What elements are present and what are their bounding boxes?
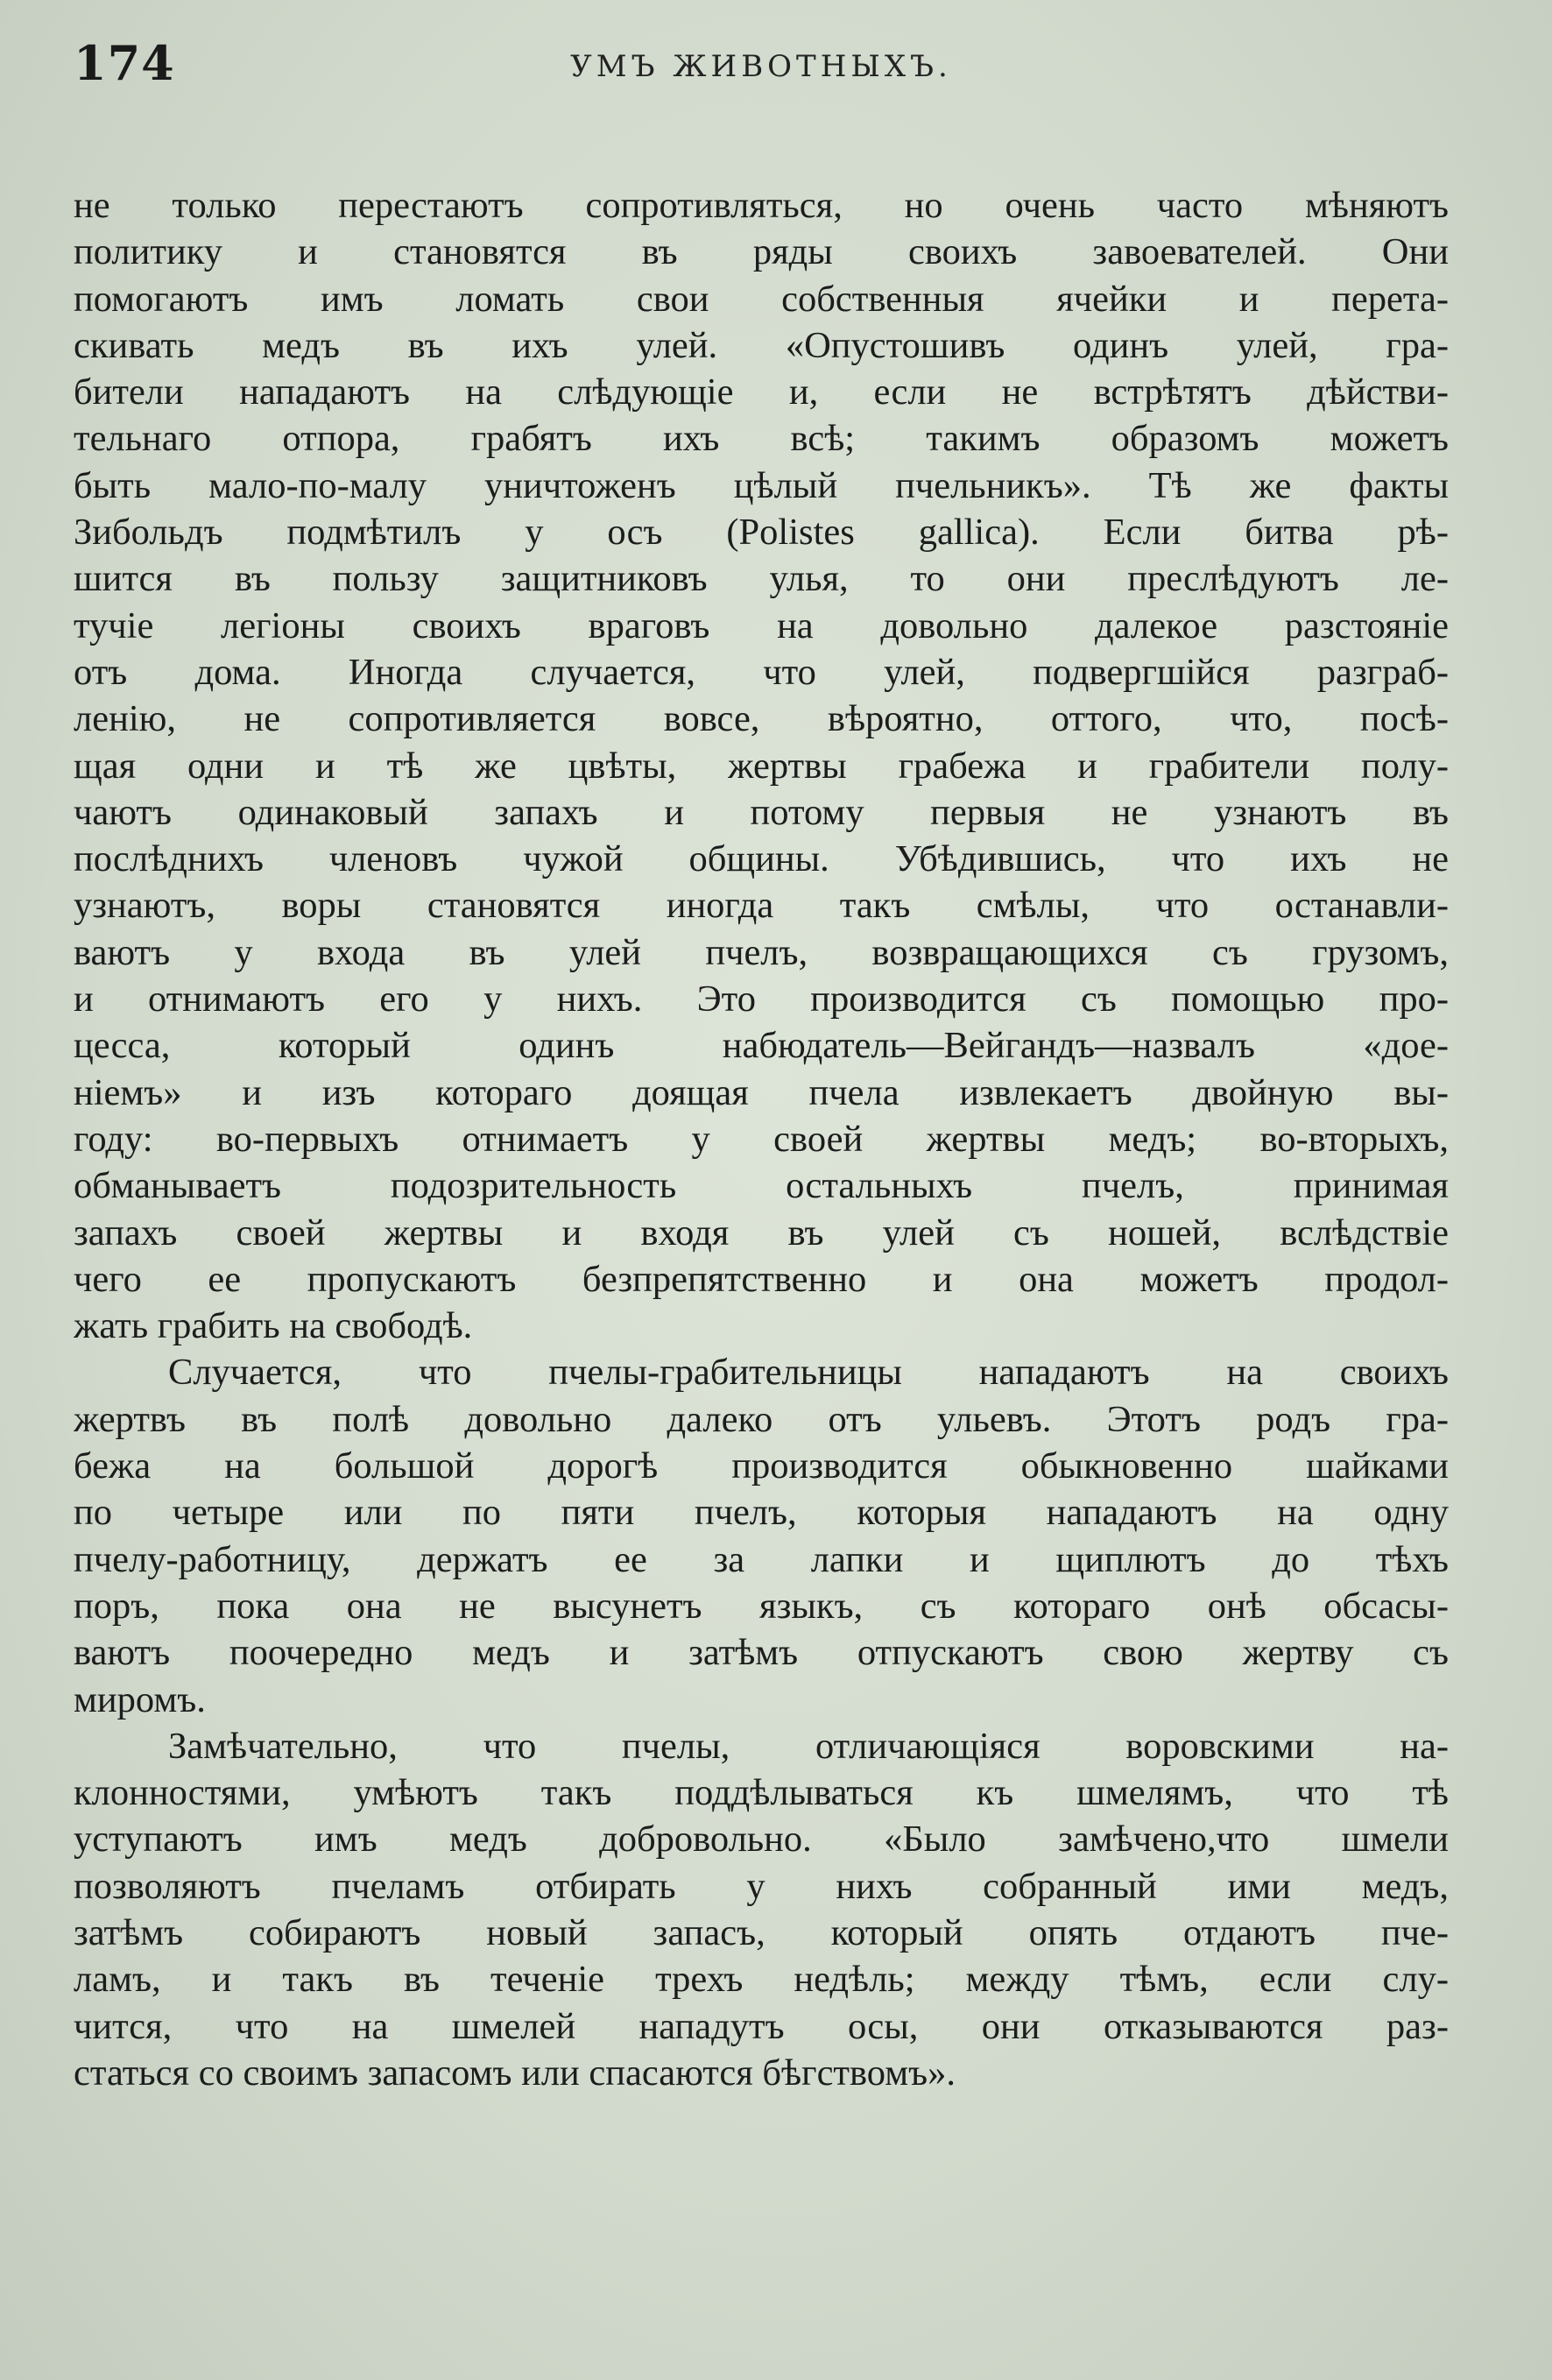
book-page bbox=[74, 35, 1449, 2330]
text-line: и отнимаютъ его у нихъ. Это производится съ помощью про- bbox=[74, 978, 1449, 1021]
text-line: ленію, не сопротивляется вовсе, вѣроятно, оттого, что, посѣ- bbox=[74, 698, 1449, 740]
text-line: ваютъ у входа въ улей пчелъ, возвращающихся съ грузомъ, bbox=[74, 931, 1449, 973]
text-line: помогаютъ имъ ломать свои собственныя ячейки и перета- bbox=[74, 278, 1449, 320]
text-line: чаютъ одинаковый запахъ и потому первыя не узнаютъ въ bbox=[74, 791, 1449, 833]
paragraph-3 bbox=[74, 1723, 1449, 2096]
text-line: чего ее пропускаютъ безпрепятственно и она можетъ продол- bbox=[74, 1258, 1449, 1300]
text-line: ніемъ» и изъ котораго доящая пчела извлекаетъ двойную вы- bbox=[74, 1071, 1449, 1113]
text-line: цесса, который одинъ набюдатель—Вейгандъ—назвалъ «дое- bbox=[74, 1025, 1449, 1067]
text-line: послѣднихъ членовъ чужой общины. Убѣдившись, что ихъ не bbox=[74, 838, 1449, 880]
text-line: поръ, пока она не высунетъ языкъ, съ котораго онѣ обсасы- bbox=[74, 1585, 1449, 1627]
text-line: тучіе легіоны своихъ враговъ на довольно далекое разстояніе bbox=[74, 604, 1449, 646]
text-line: ваютъ поочередно медъ и затѣмъ отпускаютъ свою жертву съ bbox=[74, 1632, 1449, 1674]
text-line: жать грабить на свободѣ. bbox=[74, 1305, 473, 1347]
text-line: узнаютъ, воры становятся иногда такъ смѣлы, что останавли- bbox=[74, 885, 1449, 927]
text-line: скивать медъ въ ихъ улей. «Опустошивъ одинъ улей, гра- bbox=[74, 324, 1449, 366]
text-line: политику и становятся въ ряды своихъ завоевателей. Они bbox=[74, 231, 1449, 273]
text-line: запахъ своей жертвы и входя въ улей съ ношей, вслѣдствіе bbox=[74, 1211, 1449, 1254]
text-line: жертвъ въ полѣ довольно далеко отъ ульевъ. Этотъ родъ гра- bbox=[74, 1398, 1449, 1440]
text-line: не только перестаютъ сопротивляться, но очень часто мѣняютъ bbox=[74, 185, 1449, 226]
text-line: уступаютъ имъ медъ добровольно. «Было замѣчено,что шмели bbox=[74, 1819, 1449, 1861]
text-line: Замѣчательно, что пчелы, отличающіяся воровскими на- bbox=[168, 1725, 1449, 1767]
text-line: чится, что на шмелей нападутъ осы, они отказываются раз- bbox=[74, 2005, 1449, 2047]
text-line: ламъ, и такъ въ теченіе трехъ недѣль; между тѣмъ, если слу- bbox=[74, 1959, 1449, 2001]
paragraph-1 bbox=[74, 182, 1449, 1349]
text-line: Зибольдъ подмѣтилъ у осъ (Polistes gallica). Если битва рѣ- bbox=[74, 512, 1449, 554]
text-line: щая одни и тѣ же цвѣты, жертвы грабежа и грабители полу- bbox=[74, 745, 1449, 787]
body-text bbox=[74, 182, 1449, 2096]
text-line: по четыре или по пяти пчелъ, которыя нападаютъ на одну bbox=[74, 1492, 1449, 1534]
text-line: обманываетъ подозрительность остальныхъ пчелъ, принимая bbox=[74, 1165, 1449, 1207]
page-number: 174 bbox=[74, 35, 175, 91]
text-line: клонностями, умѣютъ такъ поддѣлываться къ шмелямъ, что тѣ bbox=[74, 1772, 1449, 1814]
text-line: году: во-первыхъ отнимаетъ у своей жертвы медъ; во-вторыхъ, bbox=[74, 1118, 1449, 1160]
text-line: бители нападаютъ на слѣдующіе и, если не встрѣтятъ дѣйстви- bbox=[74, 371, 1449, 413]
text-line: тельнаго отпора, грабятъ ихъ всѣ; такимъ образомъ можетъ bbox=[74, 418, 1449, 460]
paragraph-2 bbox=[74, 1349, 1449, 1722]
running-title: УМЪ ЖИВОТНЫХЪ. bbox=[570, 49, 952, 84]
text-line: быть мало-по-малу уничтоженъ цѣлый пчельникъ». Тѣ же факты bbox=[74, 464, 1449, 506]
running-head bbox=[74, 35, 1449, 114]
text-line: статься со своимъ запасомъ или спасаются бѣгствомъ». bbox=[74, 2052, 956, 2094]
text-line: пчелу-работницу, держатъ ее за лапки и щиплютъ до тѣхъ bbox=[74, 1538, 1449, 1580]
text-line: затѣмъ собираютъ новый запасъ, который опять отдаютъ пче- bbox=[74, 1911, 1449, 1953]
text-line: позволяютъ пчеламъ отбирать у нихъ собранный ими медъ, bbox=[74, 1865, 1449, 1907]
text-line: Случается, что пчелы-грабительницы нападаютъ на своихъ bbox=[168, 1352, 1449, 1394]
text-line: отъ дома. Иногда случается, что улей, подвергшійся разграб- bbox=[74, 651, 1449, 693]
text-line: миромъ. bbox=[74, 1678, 206, 1720]
text-line: бежа на большой дорогѣ производится обыкновенно шайками bbox=[74, 1445, 1449, 1487]
text-line: шится въ пользу защитниковъ улья, то они преслѣдуютъ ле- bbox=[74, 558, 1449, 600]
